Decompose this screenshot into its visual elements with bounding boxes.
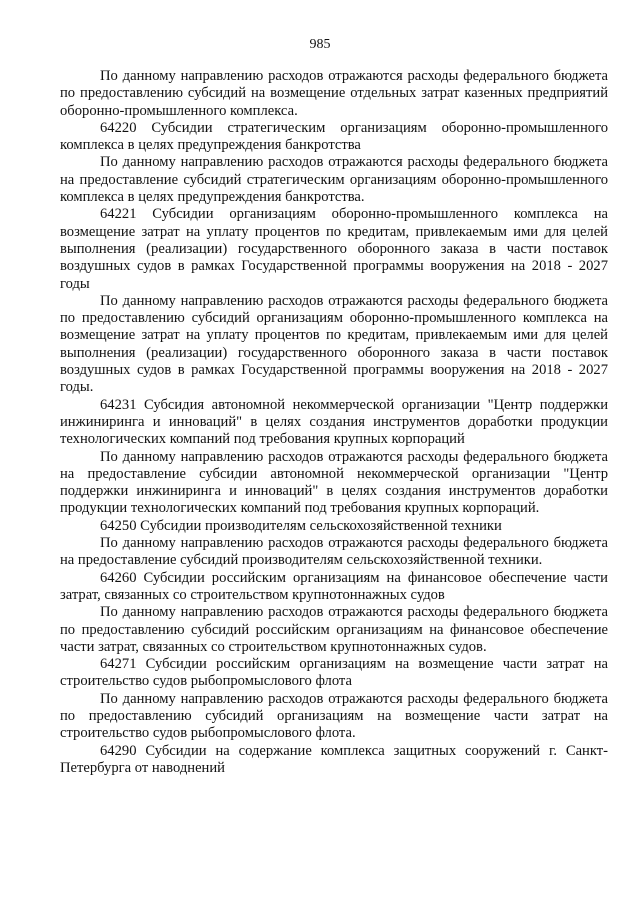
paragraph-expense-description: По данному направлению расходов отражаются расходы федерального бюджета по предоставлению субсидий российским организациям на финансовое обеспечение части затрат, связанных со строительством крупнотоннажных судов. xyxy=(60,604,608,655)
paragraph-code-64250: 64250 Субсидии производителям сельскохозяйственной техники xyxy=(100,517,502,534)
paragraph-expense-description: По данному направлению расходов отражаются расходы федерального бюджета на предоставление субсидий стратегическим организациям оборонно-промышленного комплекса в целях предупреждения банкротства. xyxy=(60,154,608,206)
paragraph-expense-description: По данному направлению расходов отражаются расходы федерального бюджета на предоставление субсидий производителям сельскохозяйственной техники. xyxy=(60,535,608,569)
paragraph-code-64290: 64290 Субсидии на содержание комплекса защитных сооружений г. Санкт-Петербурга от наводнений xyxy=(60,742,608,776)
document-body xyxy=(60,68,608,777)
page-number: 985 xyxy=(309,37,331,52)
paragraph-expense-description: По данному направлению расходов отражаются расходы федерального бюджета на предоставление субсидии автономной некоммерческой организации "Центр поддержки инжиниринга и инноваций" в целях создания инструментов доработки продукции технологических компаний под требования крупных корпораций. xyxy=(60,448,608,517)
paragraph-expense-description: По данному направлению расходов отражаются расходы федерального бюджета по предоставлению субсидий на возмещение отдельных затрат казенных предприятий оборонно-промышленного комплекса. xyxy=(60,68,608,119)
paragraph-code-64231: 64231 Субсидия автономной некоммерческой организации "Центр поддержки инжиниринга и инноваций" в целях создания инструментов доработки продукции технологических компаний под требования крупных корпораций xyxy=(60,396,608,448)
paragraph-code-64220: 64220 Субсидии стратегическим организациям оборонно-промышленного комплекса в целях предупреждения банкротства xyxy=(60,119,608,154)
paragraph-code-64221: 64221 Субсидии организациям оборонно-промышленного комплекса на возмещение затрат на уплату процентов по кредитам, привлекаемым ими для целей выполнения (реализации) государственного оборонного заказа в части поставок воздушных судов в рамках Государственной программы вооружения на 2018 - 2027 годы xyxy=(60,206,608,292)
paragraph-code-64271: 64271 Субсидии российским организациям на возмещение части затрат на строительство судов рыбопромыслового флота xyxy=(60,656,608,690)
paragraph-code-64260: 64260 Субсидии российским организациям на финансовое обеспечение части затрат, связанных со строительством крупнотоннажных судов xyxy=(60,569,608,603)
paragraph-expense-description: По данному направлению расходов отражаются расходы федерального бюджета по предоставлению субсидий организациям на возмещение части затрат на строительство судов рыбопромыслового флота. xyxy=(60,690,608,742)
paragraph-expense-description: По данному направлению расходов отражаются расходы федерального бюджета по предоставлению субсидий организациям оборонно-промышленного комплекса на возмещение затрат на уплату процентов по кредитам, привлекаемым ими для целей выполнения (реализации) государственного оборонного заказа в части поставок воздушных судов в рамках Государственной программы вооружения на 2018 - 2027 годы. xyxy=(60,292,608,396)
